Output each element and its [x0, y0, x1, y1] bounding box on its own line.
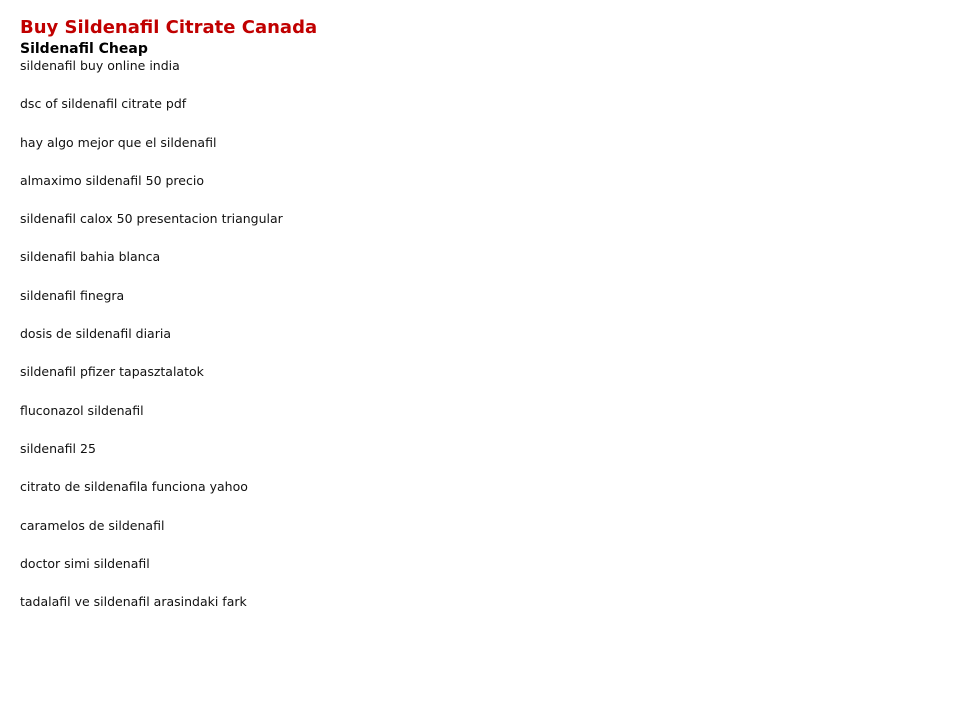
- list-item: dsc of sildenafil citrate pdf: [20, 96, 187, 112]
- list-item: citrato de sildenafila funciona yahoo: [20, 479, 248, 495]
- list-item: sildenafil 25: [20, 440, 96, 456]
- list-item: caramelos de sildenafil: [20, 517, 165, 533]
- list-item: sildenafil calox 50 presentacion triangular: [20, 211, 283, 227]
- list-item: almaximo sildenafil 50 precio: [20, 172, 204, 188]
- page-subtitle: Sildenafil Cheap: [20, 41, 148, 57]
- list-item: doctor simi sildenafil: [20, 555, 150, 571]
- document-page: [20, 16, 920, 632]
- list-item: dosis de sildenafil diaria: [20, 326, 171, 342]
- list-item: tadalafil ve sildenafil arasindaki fark: [20, 594, 247, 610]
- list-item: fluconazol sildenafil: [20, 402, 144, 418]
- list-item: hay algo mejor que el sildenafil: [20, 134, 217, 150]
- list-item: sildenafil bahia blanca: [20, 249, 161, 265]
- list-item: sildenafil buy online india: [20, 58, 180, 73]
- text-list: [20, 58, 920, 610]
- list-item: sildenafil pfizer tapasztalatok: [20, 364, 204, 380]
- page-title: Buy Sildenafil Citrate Canada: [20, 17, 318, 38]
- list-item: sildenafil finegra: [20, 287, 125, 303]
